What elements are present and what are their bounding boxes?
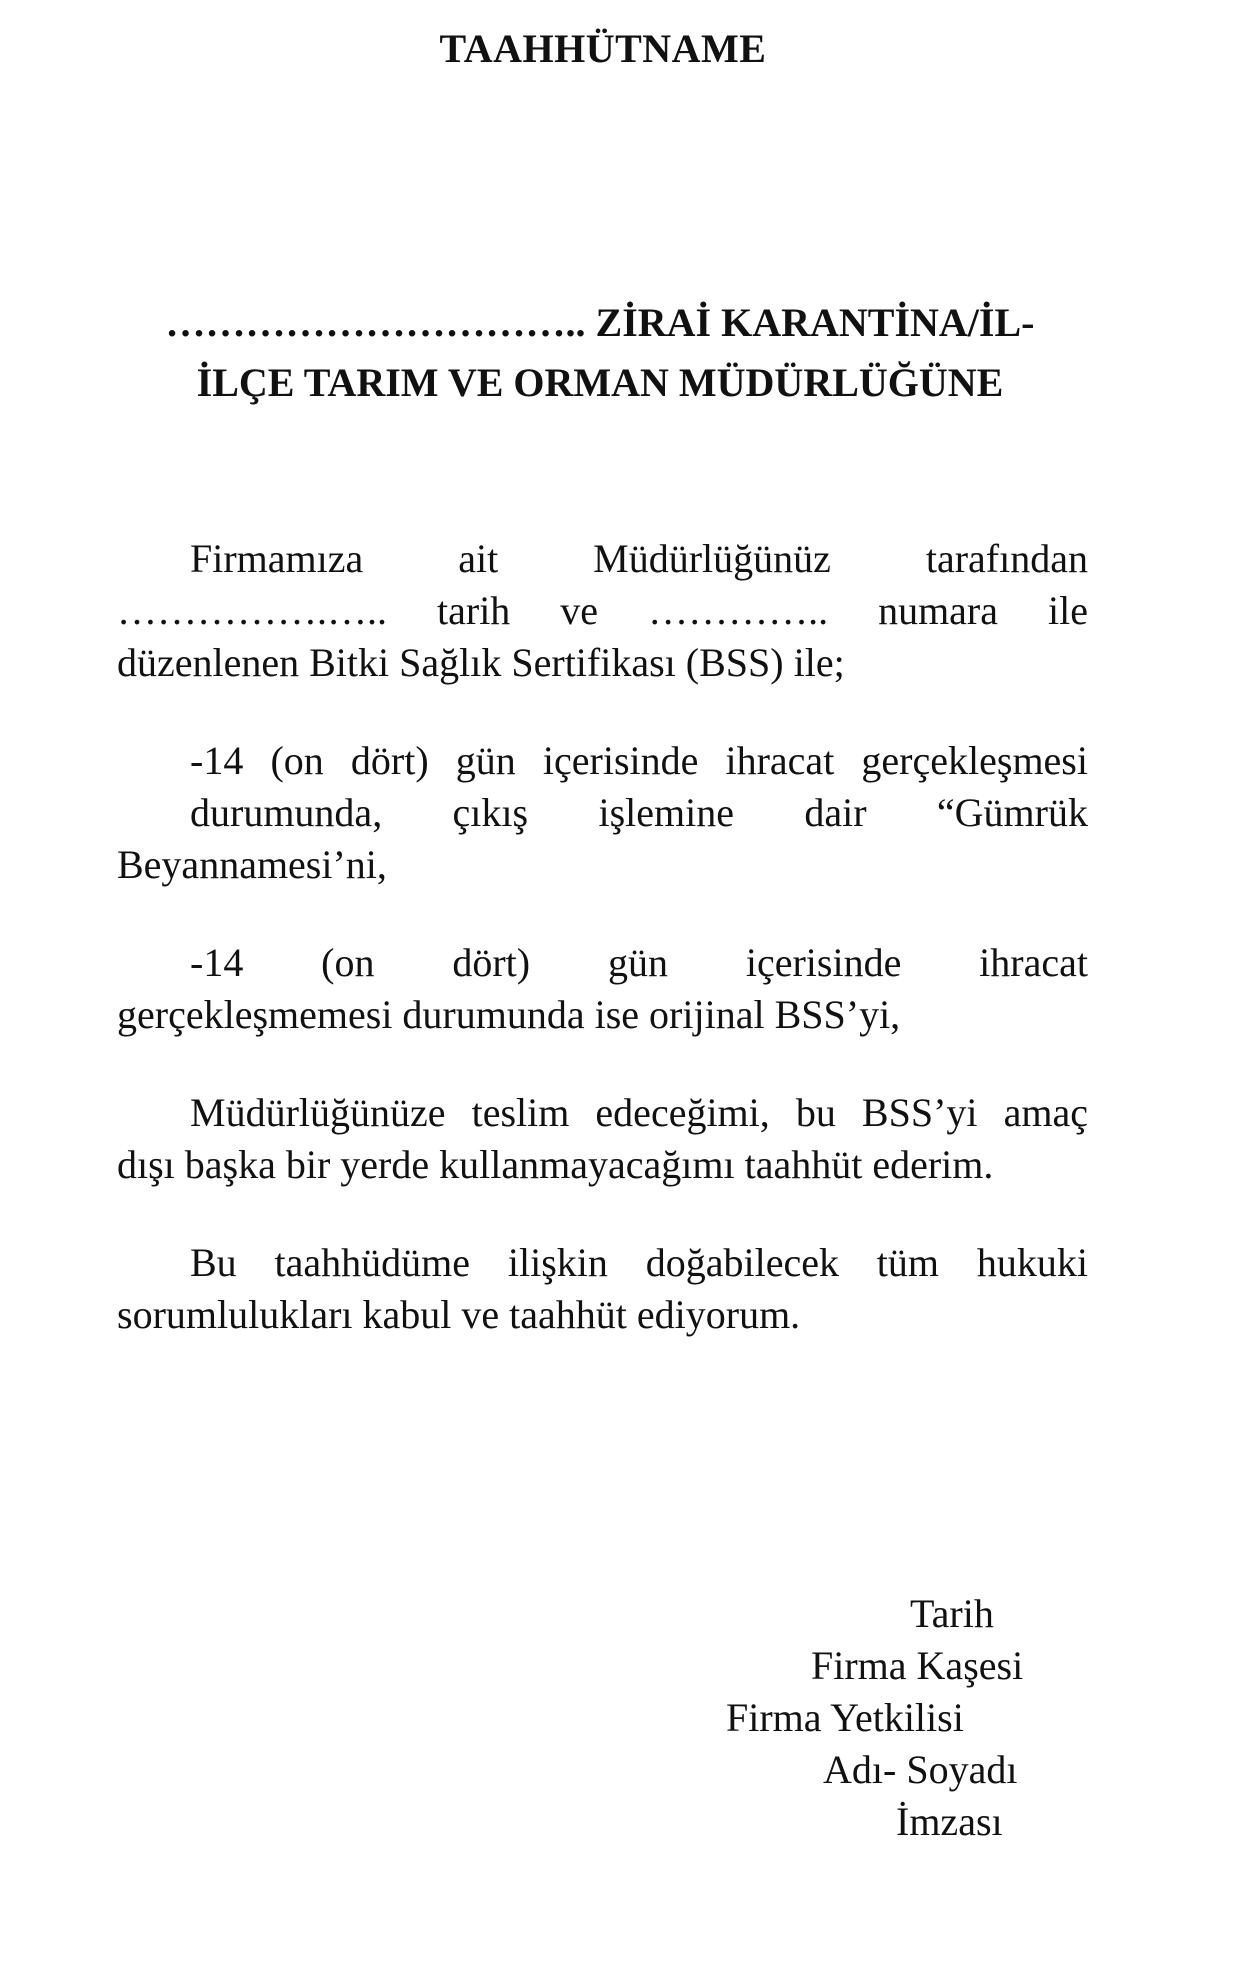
document-title: TAAHHÜTNAME <box>439 26 767 71</box>
paragraph-line: durumunda, çıkış işlemine dair “Gümrük <box>190 790 1088 835</box>
paragraph-line: düzenlenen Bitki Sağlık Sertifikası (BSS) ile; <box>117 640 845 685</box>
addressee-line-2: İLÇE TARIM VE ORMAN MÜDÜRLÜĞÜNE <box>196 360 1004 405</box>
paragraph-certificate-reference <box>117 533 1088 689</box>
paragraph-line: dışı başka bir yerde kullanmayacağımı taahhüt ederim. <box>117 1142 994 1187</box>
paragraph-line: Müdürlüğünüze teslim edeceğimi, bu BSS’yi amaç <box>190 1090 1088 1135</box>
signature-company-official-label: Firma Yetkilisi <box>726 1695 964 1740</box>
signature-company-stamp-label: Firma Kaşesi <box>811 1643 1024 1688</box>
signature-date-label: Tarih <box>910 1591 994 1636</box>
paragraph-line: -14 (on dört) gün içerisinde ihracat <box>190 940 1088 985</box>
document-body <box>117 533 1088 1387</box>
paragraph-line: …………….….. tarih ve ………….. numara ile <box>117 588 1088 633</box>
paragraph-line: Firmamıza ait Müdürlüğünüz tarafından <box>190 536 1088 581</box>
paragraph-line: gerçekleşmemesi durumunda ise orijinal BSS’yi, <box>117 992 901 1037</box>
signature-sign-label: İmzası <box>896 1799 1003 1844</box>
signature-block <box>700 1588 1100 1848</box>
paragraph-legal-responsibility <box>117 1237 1088 1341</box>
paragraph-line: -14 (on dört) gün içerisinde ihracat gerçekleşmesi <box>190 738 1088 783</box>
paragraph-export-not-realized <box>117 937 1088 1041</box>
addressee-block <box>100 293 1100 413</box>
paragraph-export-realized <box>117 735 1088 891</box>
signature-name-surname-label: Adı- Soyadı <box>823 1747 1018 1792</box>
paragraph-line: sorumlulukları kabul ve taahhüt ediyorum. <box>117 1292 801 1337</box>
paragraph-delivery-commitment <box>117 1087 1088 1191</box>
addressee-line-1: ………………………….. ZİRAİ KARANTİNA/İL- <box>165 300 1035 345</box>
paragraph-line: Beyannamesi’ni, <box>117 842 387 887</box>
paragraph-line: Bu taahhüdüme ilişkin doğabilecek tüm hukuki <box>190 1240 1088 1285</box>
